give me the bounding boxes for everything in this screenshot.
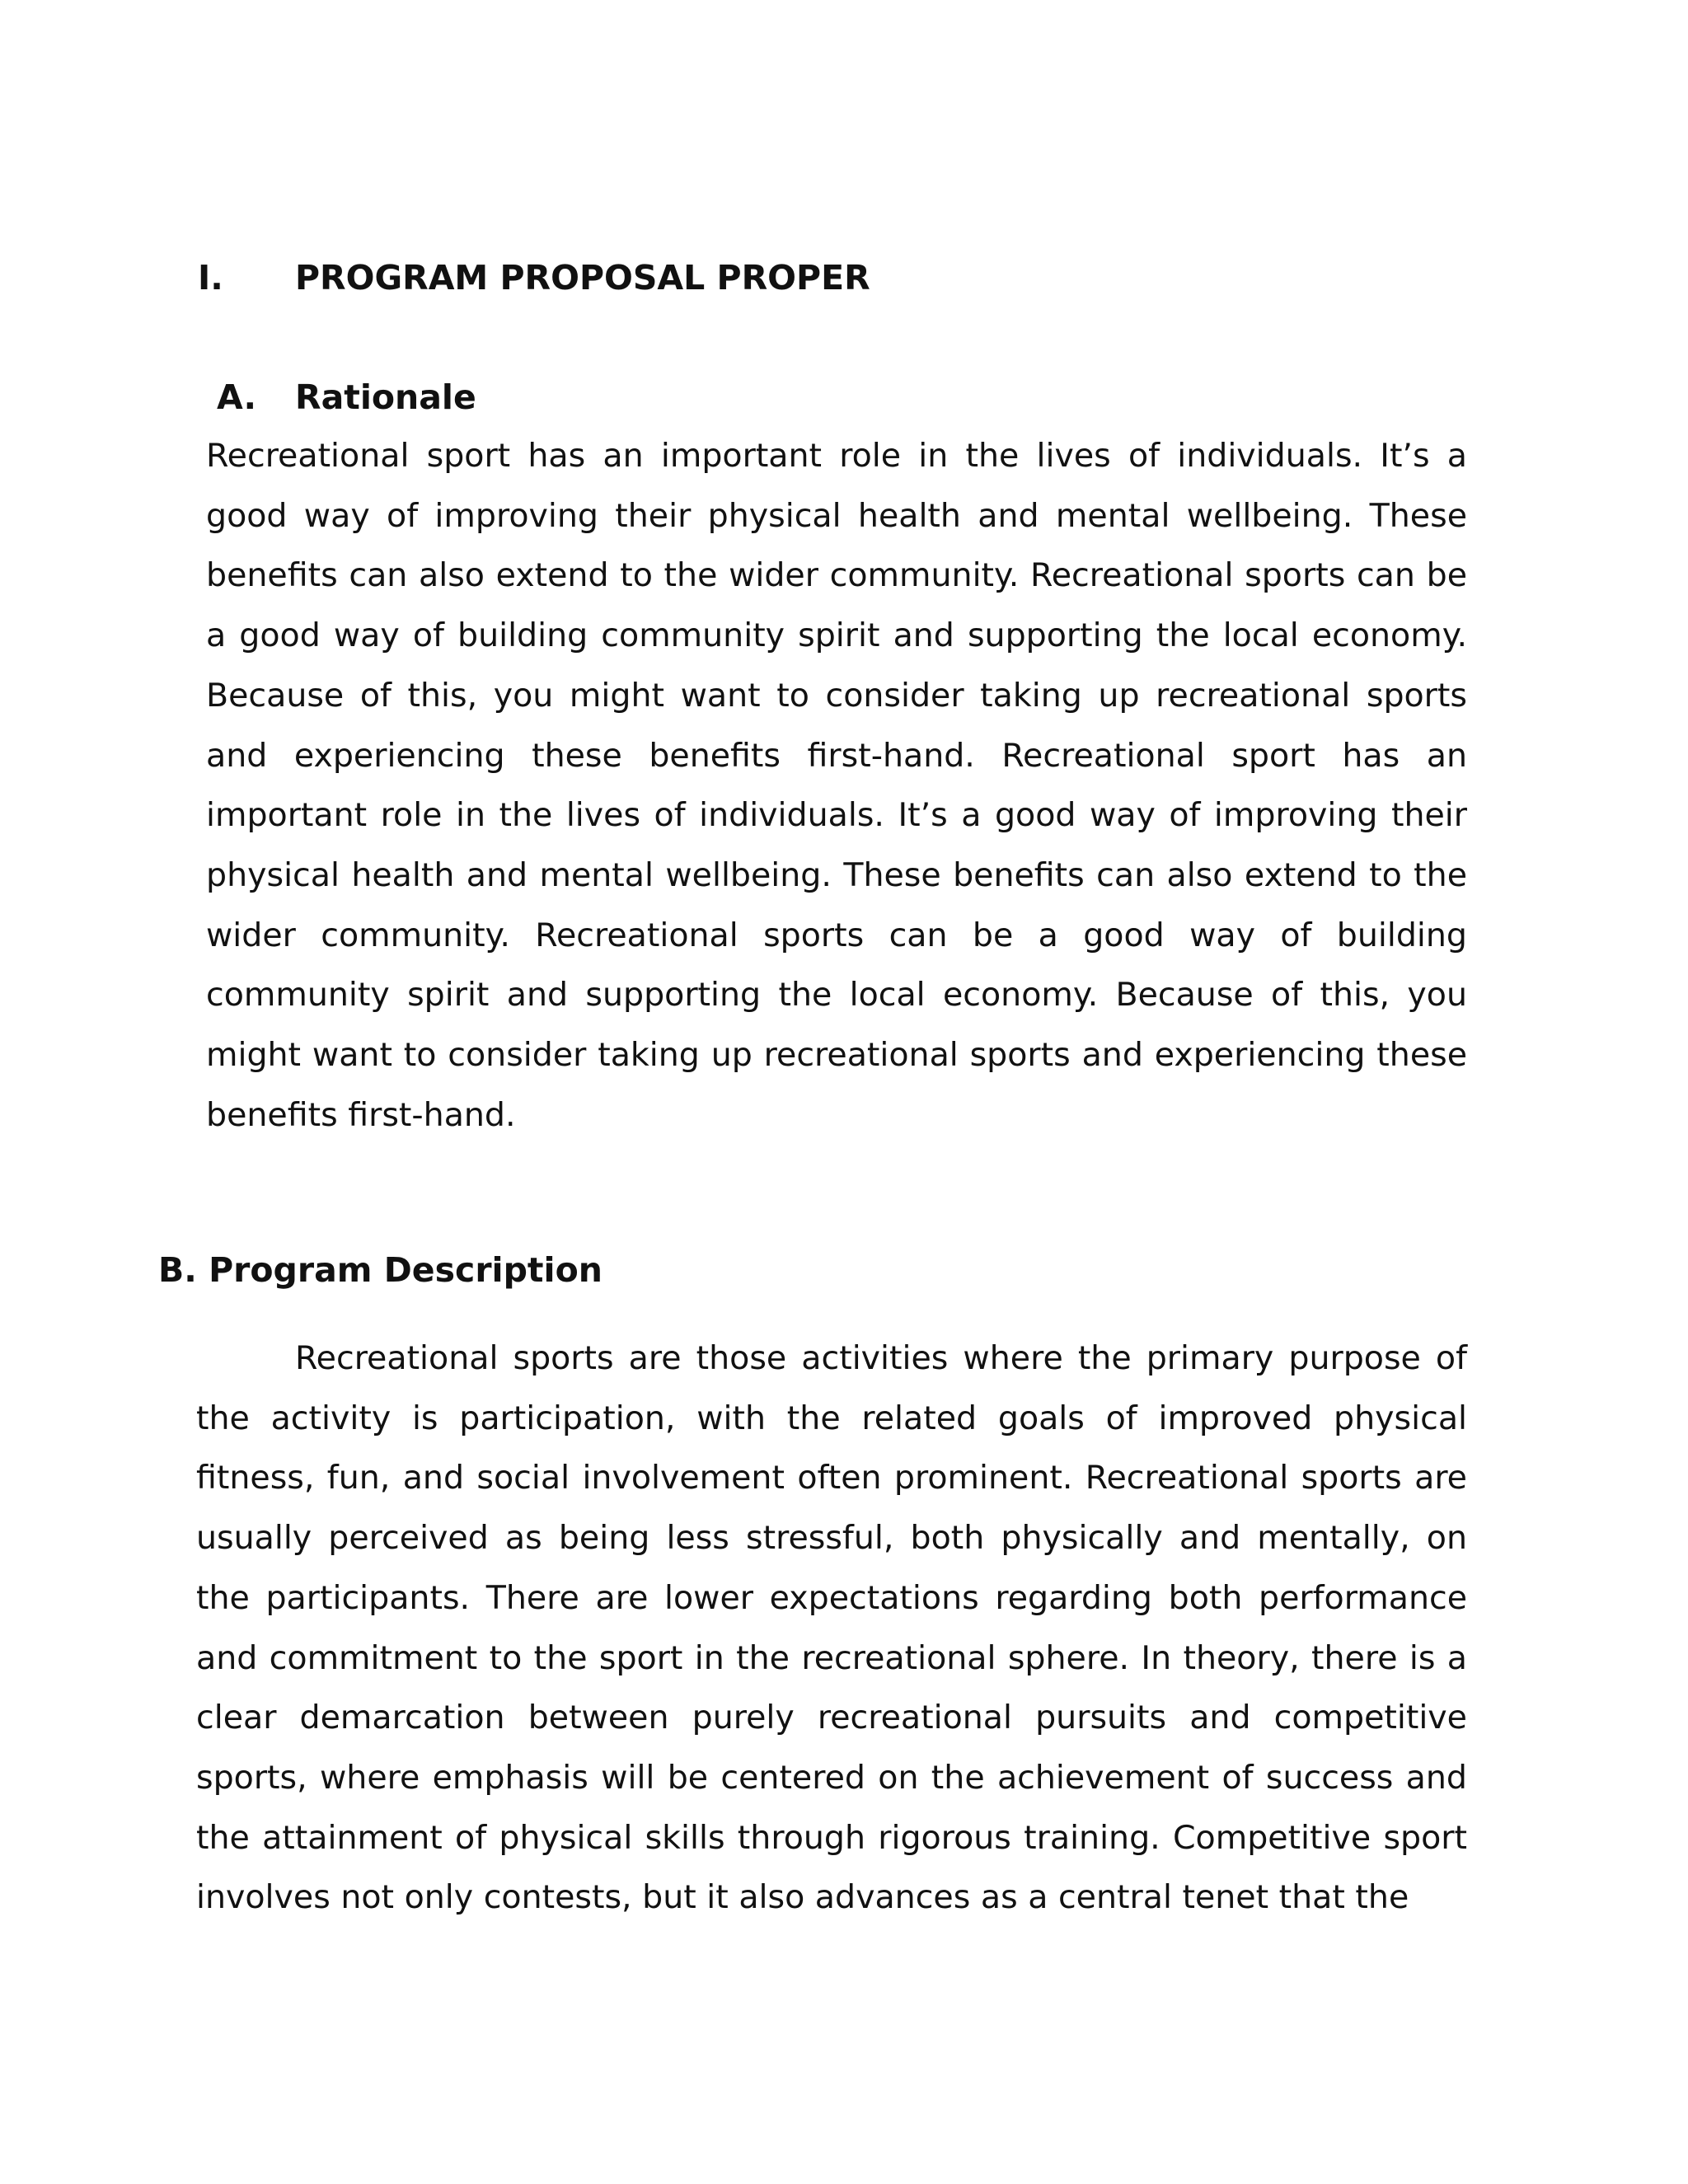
rationale-title: Rationale [295,377,476,417]
rationale-paragraph: Recreational sport has an important role in the lives of individuals. It’s a good way of improving their physical health and mental wellbeing. These benefits can also extend to the wider community. Recreational sports can be a good way of building community spirit and supporting the local economy. Because of this, you might want to consider taking up recreational sports and experiencing these benefits first-hand. Recreational sport has an important role in the lives of individuals. It’s a good way of improving their physical health and mental wellbeing. These benefits can also extend to the wider community. Recreational sports can be a good way of building community spirit and supporting the local economy. Because of this, you might want to consider taking up recreational sports and experiencing these benefits first-hand. [206,437,1467,1134]
section-number: I. [198,258,223,298]
rationale-letter: A. [217,377,257,417]
rationale-heading [217,375,476,419]
section-heading [198,255,870,300]
section-title: PROGRAM PROPOSAL PROPER [295,258,870,298]
program-description-paragraph: Recreational sports are those activities where the primary purpose of the activity is participation, with the related goals of improved physical fitness, fun, and social involvement often prominent. Recreational sports are usually perceived as being less stressful, both physically and mentally, on the participants. There are lower expectations regarding both performance and commitment to the sport in the recreational sphere. In theory, there is a clear demarcation between purely recreational pursuits and competitive sports, where emphasis will be centered on the achievement of success and the attainment of physical skills through rigorous training. Competitive sport involves not only contests, but it also advances as a central tenet that the [196,1339,1467,1917]
program-description-heading: B. Program Description [158,1250,603,1290]
